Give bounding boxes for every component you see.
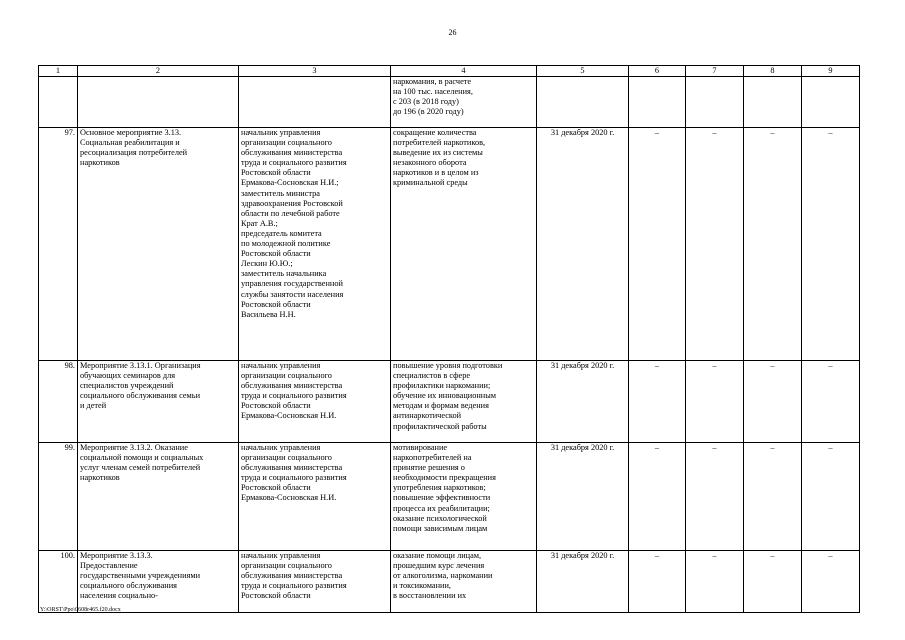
table-row xyxy=(39,443,860,551)
table-row xyxy=(39,128,860,361)
dash-cell: – xyxy=(802,443,860,551)
deadline-date: 31 декабря 2020 г. xyxy=(537,551,629,613)
table-row xyxy=(39,551,860,613)
column-header: 1 xyxy=(39,66,78,77)
column-header: 3 xyxy=(239,66,391,77)
continuation-row xyxy=(39,77,860,128)
event-name: Мероприятие 3.13.1. Организация обучающих семинаров для специалистов учреждений социального обслуживания семьи и детей xyxy=(78,361,239,443)
responsible-person: начальник управления организации социального обслуживания министерства труда и социального развития Ростовской области Ермакова-Сосновская Н.И. xyxy=(239,443,391,551)
responsible-person: начальник управления организации социального обслуживания министерства труда и социального развития Ростовской области Ермакова-Сосновская Н.И. xyxy=(239,361,391,443)
deadline-date: 31 декабря 2020 г. xyxy=(537,443,629,551)
deadline-date: 31 декабря 2020 г. xyxy=(537,128,629,361)
responsible-person: начальник управления организации социального обслуживания министерства труда и социального развития Ростовской области Ермакова-Сосновская Н.И.; заместитель министра здравоохранения Ростовской области по лечебной работе Крат А.В.; председатель комитета по молодежной политике Ростовской области Лескин Ю.Ю.; заместитель начальника управления государственной службы занятости населения Ростовской области Васильева Н.Н. xyxy=(239,128,391,361)
expected-result: сокращение количества потребителей наркотиков, выведение их из системы незаконного оборота наркотиков и в целом из криминальной среды xyxy=(391,128,537,361)
dash-cell: – xyxy=(744,128,802,361)
column-header: 6 xyxy=(629,66,686,77)
dash-cell: – xyxy=(744,361,802,443)
indicator-continuation: наркомания, в расчете на 100 тыс. населения, с 203 (в 2018 году) до 196 (в 2020 году) xyxy=(391,77,537,128)
event-name: Мероприятие 3.13.2. Оказание социальной помощи и социальных услуг членам семей потребителей наркотиков xyxy=(78,443,239,551)
deadline-date: 31 декабря 2020 г. xyxy=(537,361,629,443)
dash-cell: – xyxy=(744,551,802,613)
dash-cell: – xyxy=(744,443,802,551)
expected-result: оказание помощи лицам, прошедшим курс лечения от алкоголизма, наркомании и токсикомании, в восстановлении их xyxy=(391,551,537,613)
dash-cell: – xyxy=(629,128,686,361)
column-header: 7 xyxy=(686,66,744,77)
column-header: 5 xyxy=(537,66,629,77)
expected-result: мотивирование наркопотребителей на принятие решения о необходимости прекращения употребления наркотиков; повышение эффективности процесса их реабилитации; оказание психологической помощи зависимым лицам xyxy=(391,443,537,551)
dash-cell: – xyxy=(802,361,860,443)
dash-cell: – xyxy=(629,361,686,443)
row-number: 99. xyxy=(39,443,78,551)
column-number-row xyxy=(39,66,860,77)
row-number: 98. xyxy=(39,361,78,443)
dash-cell: – xyxy=(686,443,744,551)
column-header: 4 xyxy=(391,66,537,77)
event-name: Основное мероприятие 3.13. Социальная реабилитация и ресоциализация потребителей наркотиков xyxy=(78,128,239,361)
dash-cell: – xyxy=(686,551,744,613)
file-path-footer: Y:\ORST\Ppo\0608r465.f20.docx xyxy=(40,607,121,613)
table-row xyxy=(39,361,860,443)
expected-result: повышение уровня подготовки специалистов в сфере профилактики наркомании; обучение их инновационным методам и формам ведения антинаркотической профилактической работы xyxy=(391,361,537,443)
event-name: Мероприятие 3.13.3. Предоставление государственными учреждениями социального обслуживания населения социально- xyxy=(78,551,239,613)
column-header: 8 xyxy=(744,66,802,77)
column-header: 9 xyxy=(802,66,860,77)
dash-cell: – xyxy=(686,128,744,361)
row-number: 100. xyxy=(39,551,78,613)
dash-cell: – xyxy=(802,551,860,613)
row-number: 97. xyxy=(39,128,78,361)
column-header: 2 xyxy=(78,66,239,77)
dash-cell: – xyxy=(629,551,686,613)
page-number: 26 xyxy=(448,28,457,37)
program-events-table xyxy=(38,65,860,613)
dash-cell: – xyxy=(802,128,860,361)
dash-cell: – xyxy=(629,443,686,551)
dash-cell: – xyxy=(686,361,744,443)
responsible-person: начальник управления организации социального обслуживания министерства труда и социального развития Ростовской области xyxy=(239,551,391,613)
